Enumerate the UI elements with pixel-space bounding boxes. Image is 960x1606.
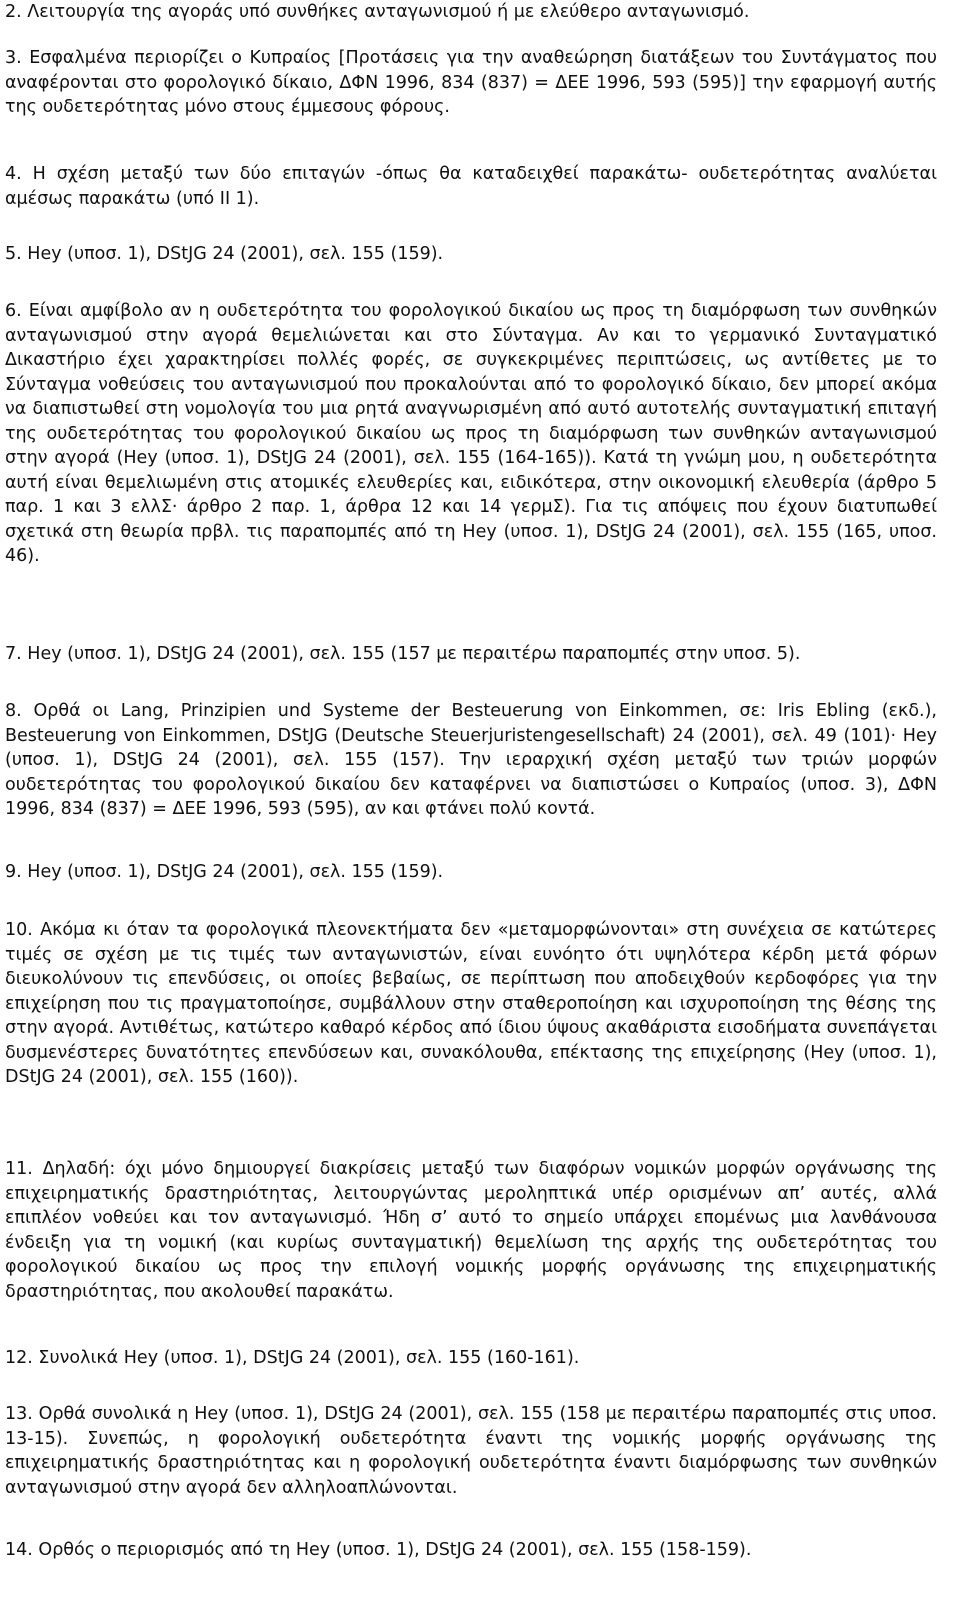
footnote-text: Ορθά οι Lang, Prinzipien und Systeme der Besteuerung von Einkommen, σε: Iris Ebling (εκδ.), Besteuerung von Einkommen, DStJG (Deutsche Steuerjuristengesellschaft) 24 (2001), σελ. 49 (101)· Hey (υποσ. 1), DStJG 24 (2001), σελ. 155 (157). Την ιεραρχική σχέση μεταξύ των τριών μορφών ουδετερότητας του φορολογικού δικαίου δεν καταφέρνει να διαπιστώσει ο Κυπραίος (υποσ. 3), ΔΦΝ 1996, 834 (837) = ΔΕΕ 1996, 593 (595), αν και φτάνει πολύ κοντά. (5, 701, 937, 819)
footnote-10 (5, 918, 937, 1090)
footnote-text: Ακόμα κι όταν τα φορολογικά πλεονεκτήματα δεν «μεταμορφώνονται» στη συνέχεια σε κατώτερες τιμές σε σχέση με τις τιμές των ανταγωνιστών, είναι ευνόητο ότι υψηλότερα κέρδη μετά φόρων διευκολύνουν τις επενδύσεις, οι οποίες βεβαίως, σε περίπτωση που αποδειχθούν κερδοφόρες για την επιχείρηση που τις πραγματοποίησε, συμβάλλουν στην σταθεροποίηση και ισχυροποίηση της θέσης της στην αγορά. Αντιθέτως, κατώτερο καθαρό κέρδος από ίδιου ύψους ακαθάριστα εισοδήματα συνεπάγεται δυσμενέστερες δυνατότητες επενδύσεων και, συνακόλουθα, επέκτασης της επιχείρησης (Hey (υποσ. 1), DStJG 24 (2001), σελ. 155 (160)). (5, 920, 937, 1087)
footnote-number: 9. (5, 862, 22, 882)
footnote-text: Hey (υποσ. 1), DStJG 24 (2001), σελ. 155 (159). (27, 244, 444, 264)
footnote-number: 6. (5, 301, 22, 321)
footnote-number: 13. (5, 1404, 33, 1424)
footnote-number: 3. (5, 48, 22, 68)
footnote-number: 4. (5, 164, 22, 184)
footnote-number: 12. (5, 1348, 33, 1368)
footnote-8 (5, 699, 937, 822)
footnote-7 (5, 642, 937, 667)
footnote-number: 10. (5, 920, 33, 940)
footnote-9 (5, 860, 937, 885)
footnote-number: 2. (5, 2, 22, 22)
footnote-11 (5, 1157, 937, 1304)
footnote-text: Ορθά συνολικά η Hey (υποσ. 1), DStJG 24 (2001), σελ. 155 (158 με περαιτέρω παραπομπές στις υποσ. 13-15). Συνεπώς, η φορολογική ουδετερότητα έναντι της νομικής μορφής οργάνωσης της επιχειρηματικής δραστηριότητας και η φορολογική ουδετερότητα έναντι διαμόρφωσης των συνθηκών ανταγωνισμού στην αγορά δεν αλληλοαπλώνονται. (5, 1404, 937, 1498)
footnote-text: Hey (υποσ. 1), DStJG 24 (2001), σελ. 155 (159). (27, 862, 444, 882)
footnote-3 (5, 46, 937, 120)
footnote-12 (5, 1346, 937, 1371)
footnote-6 (5, 299, 937, 569)
footnote-14 (5, 1538, 937, 1563)
footnote-number: 5. (5, 244, 22, 264)
footnote-number: 11. (5, 1159, 33, 1179)
footnote-number: 8. (5, 701, 22, 721)
footnote-number: 14. (5, 1540, 33, 1560)
footnote-text: Λειτουργία της αγοράς υπό συνθήκες ανταγωνισμού ή με ελεύθερο ανταγωνισμό. (27, 2, 750, 22)
footnote-5 (5, 242, 937, 267)
footnote-text: Είναι αμφίβολο αν η ουδετερότητα του φορολογικού δικαίου ως προς τη διαμόρφωση των συνθηκών ανταγωνισμού στην αγορά θεμελιώνεται και στο Σύνταγμα. Αν και το γερμανικό Συνταγματικό Δικαστήριο έχει χαρακτηρίσει πολλές φορές, σε συγκεκριμένες περιπτώσεις, ως αντίθετες με το Σύνταγμα νοθεύσεις του ανταγωνισμού που προκαλούνται από το φορολογικό δίκαιο, δεν μπορεί ακόμα να διαπιστωθεί στη νομολογία του μια ρητά αναγνωρισμένη από αυτό αυτοτελής συνταγματική επιταγή της ουδετερότητας του φορολογικού δικαίου ως προς τη διαμόρφωση των συνθηκών ανταγωνισμού στην αγορά (Hey (υποσ. 1), DStJG 24 (2001), σελ. 155 (164-165)). Κατά τη γνώμη μου, η ουδετερότητα αυτή είναι θεμελιωμένη στις ατομικές ελευθερίες και, ειδικότερα, στην οικονομική ελευθερία (άρθρο 5 παρ. 1 και 3 ελλΣ· άρθρο 2 παρ. 1, άρθρα 12 και 14 γερμΣ). Για τις απόψεις που έχουν διατυπωθεί σχετικά στη θεωρία πρβλ. τις παραπομπές από τη Hey (υποσ. 1), DStJG 24 (2001), σελ. 155 (165, υποσ. 46). (5, 301, 937, 566)
footnote-text: Η σχέση μεταξύ των δύο επιταγών -όπως θα καταδειχθεί παρακάτω- ουδετερότητας αναλύεται αμέσως παρακάτω (υπό ΙΙ 1). (5, 164, 937, 209)
footnote-number: 7. (5, 644, 22, 664)
footnote-text: Ορθός ο περιορισμός από τη Hey (υποσ. 1), DStJG 24 (2001), σελ. 155 (158-159). (38, 1540, 752, 1560)
footnote-2 (5, 0, 937, 25)
footnote-text: Δηλαδή: όχι μόνο δημιουργεί διακρίσεις μεταξύ των διαφόρων νομικών μορφών οργάνωσης της επιχειρηματικής δραστηριότητας, λειτουργώντας μεροληπτικά υπέρ ορισμένων απ’ αυτές, αλλά επιπλέον νοθεύει και τον ανταγωνισμό. Ήδη σ’ αυτό το σημείο υπάρχει επομένως μια λανθάνουσα ένδειξη για τη νομική (και κυρίως συνταγματική) θεμελίωση της αρχής της ουδετερότητας του φορολογικού δικαίου ως προς την επιλογή νομικής μορφής οργάνωσης της επιχειρηματικής δραστηριότητας, που ακολουθεί παρακάτω. (5, 1159, 937, 1302)
footnote-text: Εσφαλμένα περιορίζει ο Κυπραίος [Προτάσεις για την αναθεώρηση διατάξεων του Συντάγματος που αναφέρονται στο φορολογικό δίκαιο, ΔΦΝ 1996, 834 (837) = ΔΕΕ 1996, 593 (595)] την εφαρμογή αυτής της ουδετερότητας μόνο στους έμμεσους φόρους. (5, 48, 937, 117)
footnote-13 (5, 1402, 937, 1500)
footnote-4 (5, 162, 937, 211)
footnote-text: Hey (υποσ. 1), DStJG 24 (2001), σελ. 155 (157 με περαιτέρω παραπομπές στην υποσ. 5). (27, 644, 801, 664)
footnote-text: Συνολικά Hey (υποσ. 1), DStJG 24 (2001), σελ. 155 (160-161). (38, 1348, 580, 1368)
